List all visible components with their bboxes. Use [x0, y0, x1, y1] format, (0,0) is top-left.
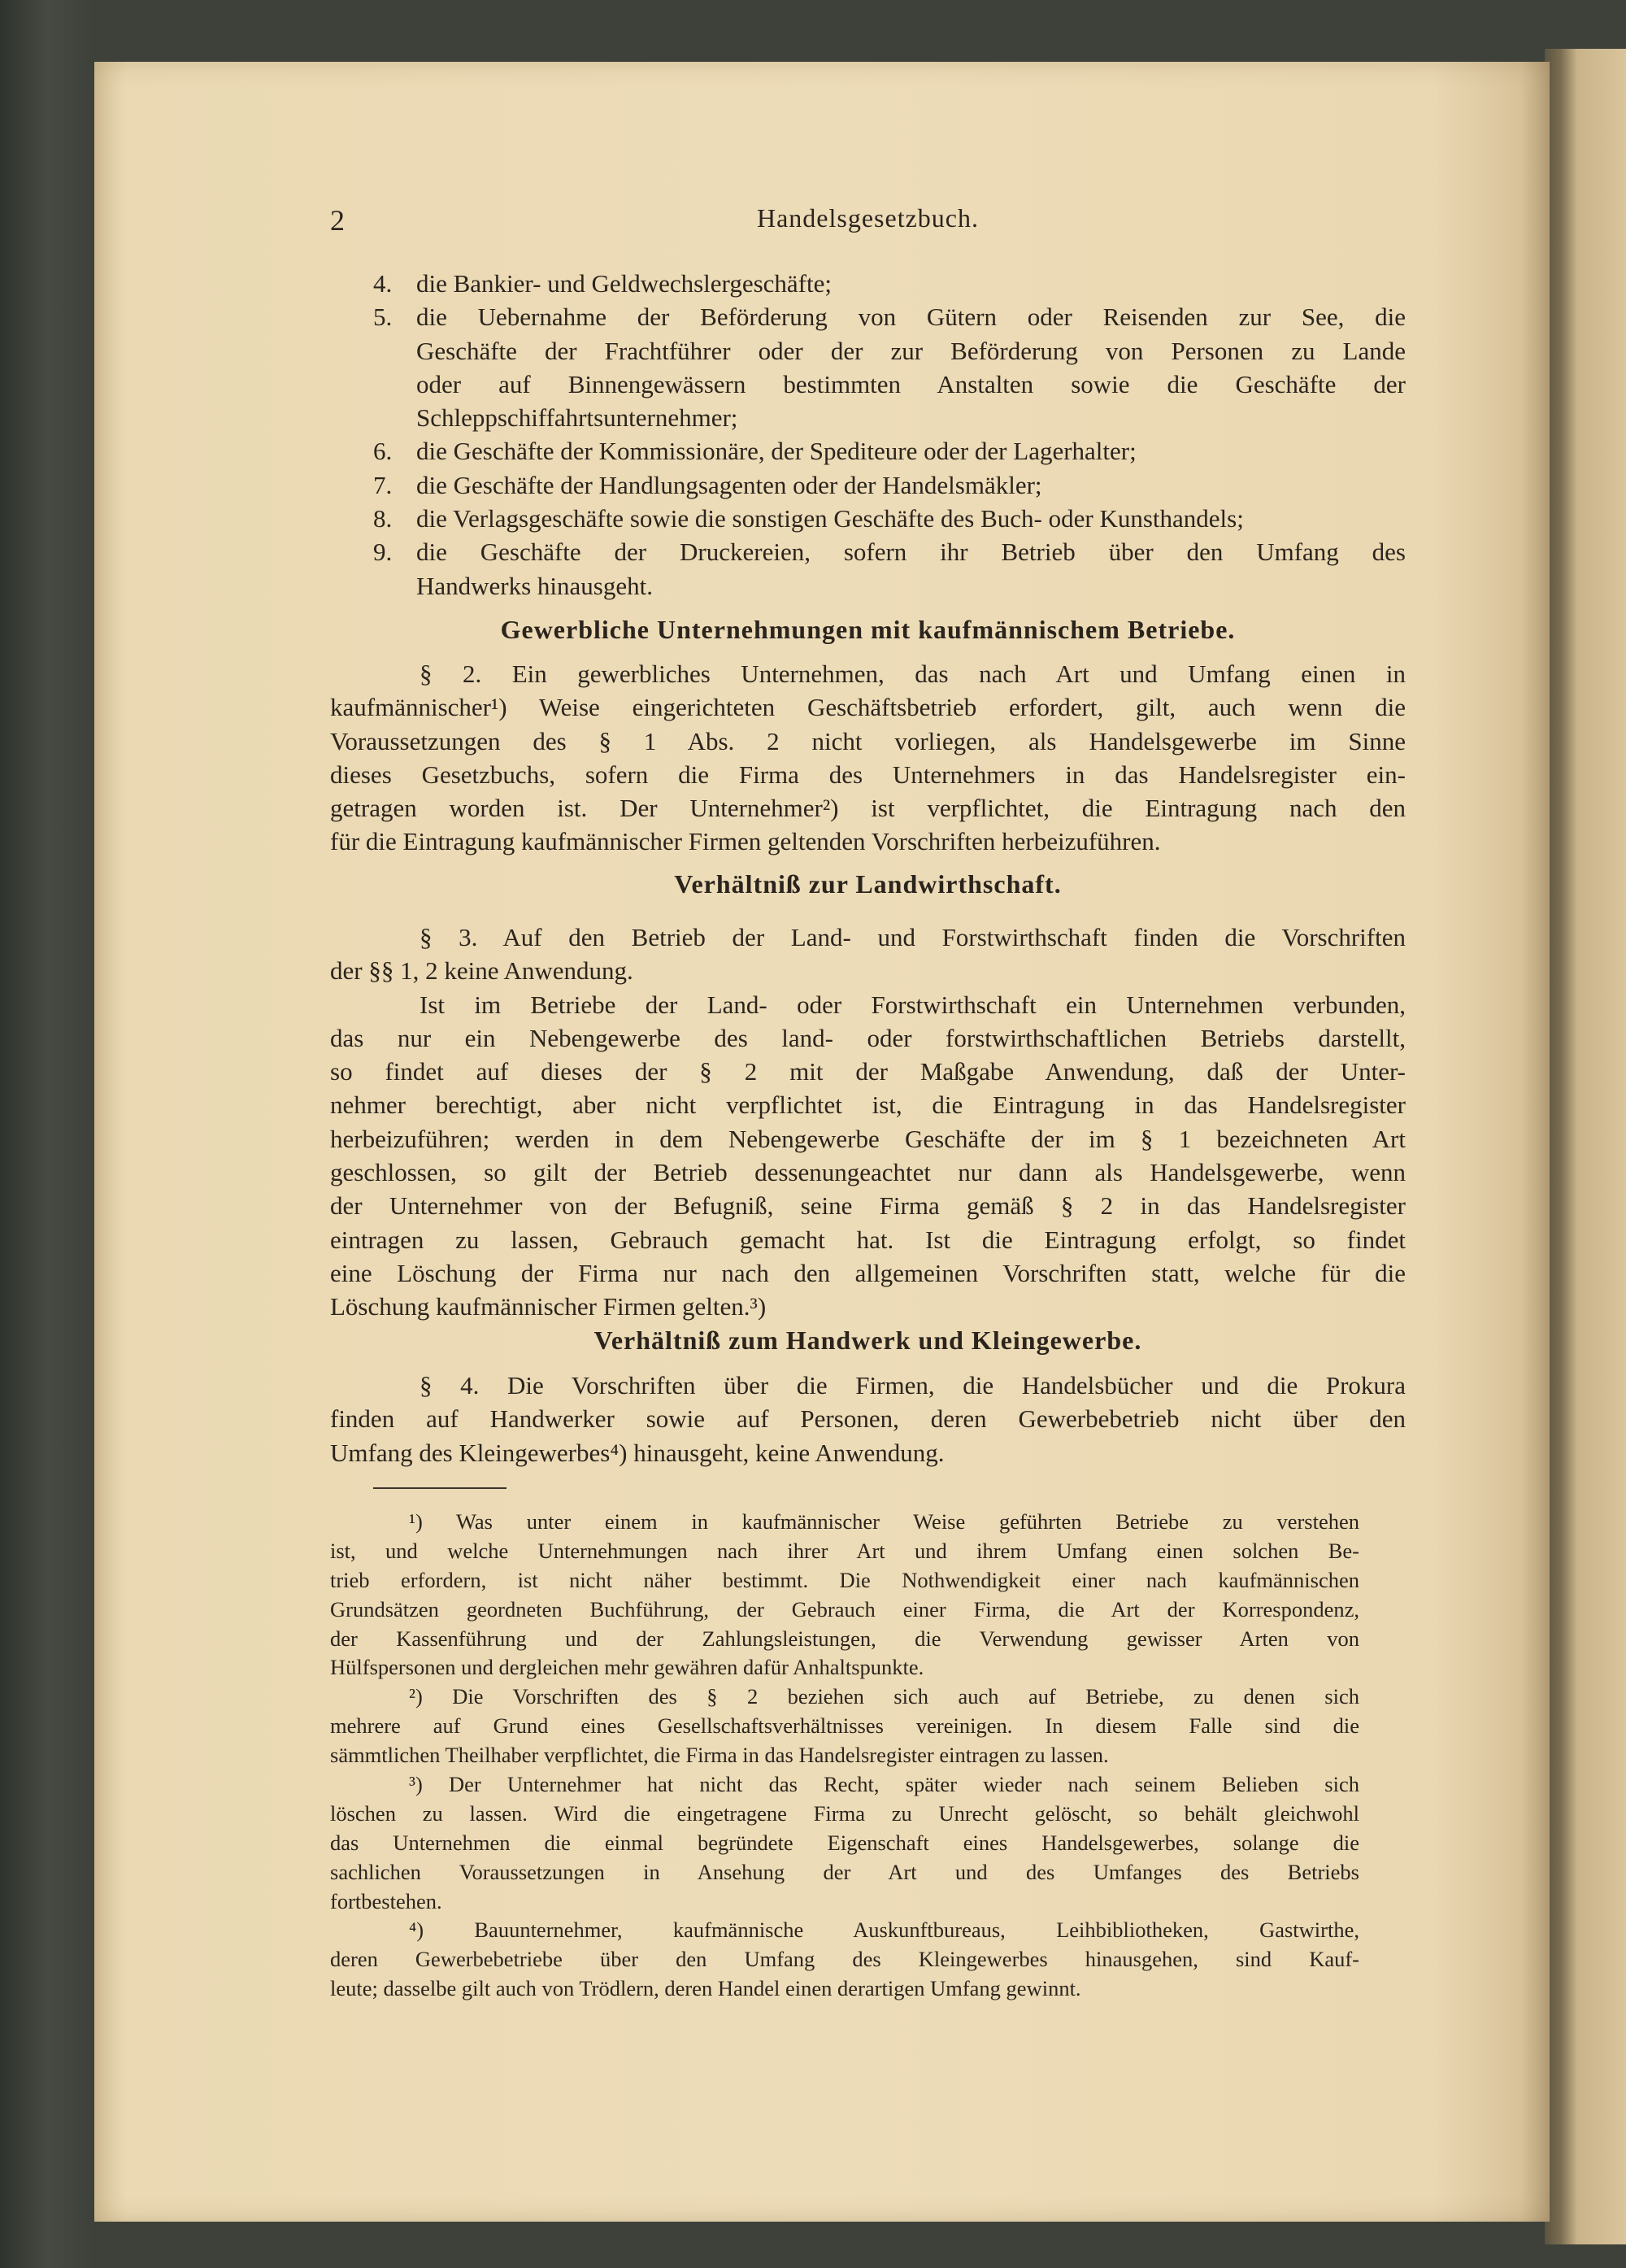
section-3 [330, 921, 1406, 1324]
text-line: die Uebernahme der Beförderung von Gütern oder Reisenden zur See, die [416, 303, 1406, 332]
text-line: sachlichen Voraussetzungen in Ansehung der Art und des Umfanges des Betriebs [330, 1859, 1359, 1884]
text-line: § 3. Auf den Betrieb der Land- und Forstwirthschaft finden die Vorschriften [420, 923, 1406, 951]
text-line: § 2. Ein gewerbliches Unternehmen, das nach Art und Umfang einen in [420, 660, 1406, 688]
book-gutter [1545, 49, 1626, 2244]
text-line: fortbestehen. [330, 1888, 442, 1913]
paragraph [330, 1369, 1406, 1469]
page-number: 2 [330, 204, 345, 237]
text-line: der Unternehmer von der Befugniß, seine Firma gemäß § 2 in das Handelsregister [330, 1191, 1406, 1221]
text-line: Hülfspersonen und dergleichen mehr gewähren dafür Anhaltspunkte. [330, 1655, 924, 1680]
text-line: ³) Der Unternehmer hat nicht das Recht, später wieder nach seinem Belieben sich [409, 1772, 1359, 1797]
text-line: dieses Gesetzbuchs, sofern die Firma des Unternehmers in das Handelsregister ein- [330, 760, 1406, 789]
text-line: trieb erfordern, ist nicht näher bestimmt. Die Nothwendigkeit einer nach kaufmännischen [330, 1567, 1359, 1592]
text-line: Umfang des Kleingewerbes⁴) hinausgeht, keine Anwendung. [330, 1438, 945, 1467]
text-line: löschen zu lassen. Wird die eingetragene Firma zu Unrecht gelöscht, so behält gleichwohl [330, 1800, 1359, 1826]
text-line: die Verlagsgeschäfte sowie die sonstigen Geschäfte des Buch- oder Kunsthandels; [416, 504, 1244, 533]
footnotes [330, 1508, 1359, 2004]
paragraph [330, 988, 1406, 1324]
text-line: ¹) Was unter einem in kaufmännischer Weise geführten Betriebe zu verstehen [409, 1509, 1359, 1534]
footnote [330, 1508, 1359, 1682]
text-line: eine Löschung der Firma nur nach den allgemeinen Vorschriften statt, welche für die [330, 1258, 1406, 1287]
list-number: 7. [373, 470, 393, 499]
text-line: ist, und welche Unternehmungen nach ihrer Art und ihrem Umfang einen solchen Be- [330, 1538, 1359, 1563]
section-heading: Verhältniß zum Handwerk und Kleingewerbe. [593, 1326, 1142, 1355]
text-line: finden auf Handwerker sowie auf Personen, deren Gewerbebetrieb nicht über den [330, 1404, 1406, 1434]
footnote [330, 1770, 1359, 1916]
text-line: die Geschäfte der Druckereien, sofern ihr Betrieb über den Umfang des [416, 538, 1406, 567]
text-line: Voraussetzungen des § 1 Abs. 2 nicht vorliegen, als Handelsgewerbe im Sinne [330, 726, 1406, 755]
list-number: 5. [373, 303, 393, 332]
text-line: so findet auf dieses der § 2 mit der Maßgabe Anwendung, daß der Unter- [330, 1057, 1406, 1086]
list-number: 6. [373, 437, 393, 466]
section-4 [330, 1369, 1406, 1469]
section-2 [330, 657, 1406, 859]
text-line: sämmtlichen Theilhaber verpflichtet, die Firma in das Handelsregister eintragen zu lassen. [330, 1743, 1109, 1768]
text-line: das nur ein Nebengewerbe des land- oder forstwirthschaftlichen Betriebs darstellt, [330, 1023, 1406, 1052]
text-line: Schleppschiffahrtsunternehmer; [416, 403, 738, 433]
text-line: oder auf Binnengewässern bestimmten Anstalten sowie die Geschäfte der [416, 369, 1406, 398]
text-line: leute; dasselbe gilt auch von Trödlern, deren Handel einen derartigen Umfang gewinnt. [330, 1976, 1081, 2001]
paragraph [330, 921, 1406, 988]
text-line: der Kassenführung und der Zahlungsleistungen, die Verwendung gewisser Arten von [330, 1626, 1359, 1651]
section-heading: Verhältniß zur Landwirthschaft. [674, 869, 1062, 899]
running-title: Handelsgesetzbuch. [756, 203, 979, 233]
text-line: die Geschäfte der Handlungsagenten oder der Handelsmäkler; [416, 470, 1042, 499]
text-line: Löschung kaufmännischer Firmen gelten.³) [330, 1292, 767, 1321]
text-line: für die Eintragung kaufmännischer Firmen geltenden Vorschriften herbeizuführen. [330, 827, 1161, 856]
text-line: die Geschäfte der Kommissionäre, der Spediteure oder der Lagerhalter; [416, 437, 1137, 466]
enumerated-list [330, 267, 1406, 603]
footnote [330, 1682, 1359, 1770]
text-line: ²) Die Vorschriften des § 2 beziehen sich auch auf Betriebe, zu denen sich [409, 1684, 1359, 1709]
text-line: nehmer berechtigt, aber nicht verpflichtet ist, die Eintragung in das Handelsregister [330, 1090, 1406, 1120]
text-line: Geschäfte der Frachtführer oder der zur Beförderung von Personen zu Lande [416, 336, 1406, 365]
text-line: eintragen zu lassen, Gebrauch gemacht hat. Ist die Eintragung erfolgt, so findet [330, 1225, 1406, 1254]
footnote [330, 1916, 1359, 2004]
list-number: 4. [373, 269, 393, 298]
list-item [330, 502, 1406, 535]
footnote-rule [373, 1487, 506, 1489]
text-line: kaufmännischer¹) Weise eingerichteten Geschäftsbetrieb erfordert, gilt, auch wenn die [330, 693, 1406, 722]
text-line: geschlossen, so gilt der Betrieb dessenungeachtet nur dann als Handelsgewerbe, wenn [330, 1158, 1406, 1187]
list-number: 8. [373, 504, 393, 533]
text-line: das Unternehmen die einmal begründete Eigenschaft eines Handelsgewerbes, solange die [330, 1830, 1359, 1855]
text-line: Handwerks hinausgeht. [416, 571, 653, 600]
text-line: mehrere auf Grund eines Gesellschaftsverhältnisses vereinigen. In diesem Falle sind die [330, 1713, 1359, 1739]
paragraph [330, 657, 1406, 859]
text-line: Ist im Betriebe der Land- oder Forstwirthschaft ein Unternehmen verbunden, [420, 990, 1406, 1019]
list-item [330, 468, 1406, 502]
list-item [330, 300, 1406, 434]
text-line: herbeizuführen; werden in dem Nebengewerbe Geschäfte der im § 1 bezeichneten Art [330, 1124, 1406, 1153]
section-heading: Gewerbliche Unternehmungen mit kaufmännischem Betriebe. [500, 615, 1236, 644]
list-item [330, 434, 1406, 468]
text-line: Grundsätzen geordneten Buchführung, der Gebrauch einer Firma, die Art der Korrespondenz, [330, 1596, 1359, 1622]
text-line: getragen worden ist. Der Unternehmer²) ist verpflichtet, die Eintragung nach den [330, 794, 1406, 823]
text-line: die Bankier- und Geldwechslergeschäfte; [416, 269, 832, 298]
list-item [330, 535, 1406, 603]
text-line: § 4. Die Vorschriften über die Firmen, die Handelsbücher und die Prokura [420, 1371, 1406, 1400]
text-line: ⁴) Bauunternehmer, kaufmännische Auskunftbureaus, Leihbibliotheken, Gastwirthe, [409, 1918, 1359, 1943]
list-item [330, 267, 1406, 300]
text-line: deren Gewerbebetriebe über den Umfang des Kleingewerbes hinausgehen, sind Kauf- [330, 1947, 1359, 1972]
text-line: der §§ 1, 2 keine Anwendung. [330, 956, 633, 986]
list-number: 9. [373, 538, 393, 567]
